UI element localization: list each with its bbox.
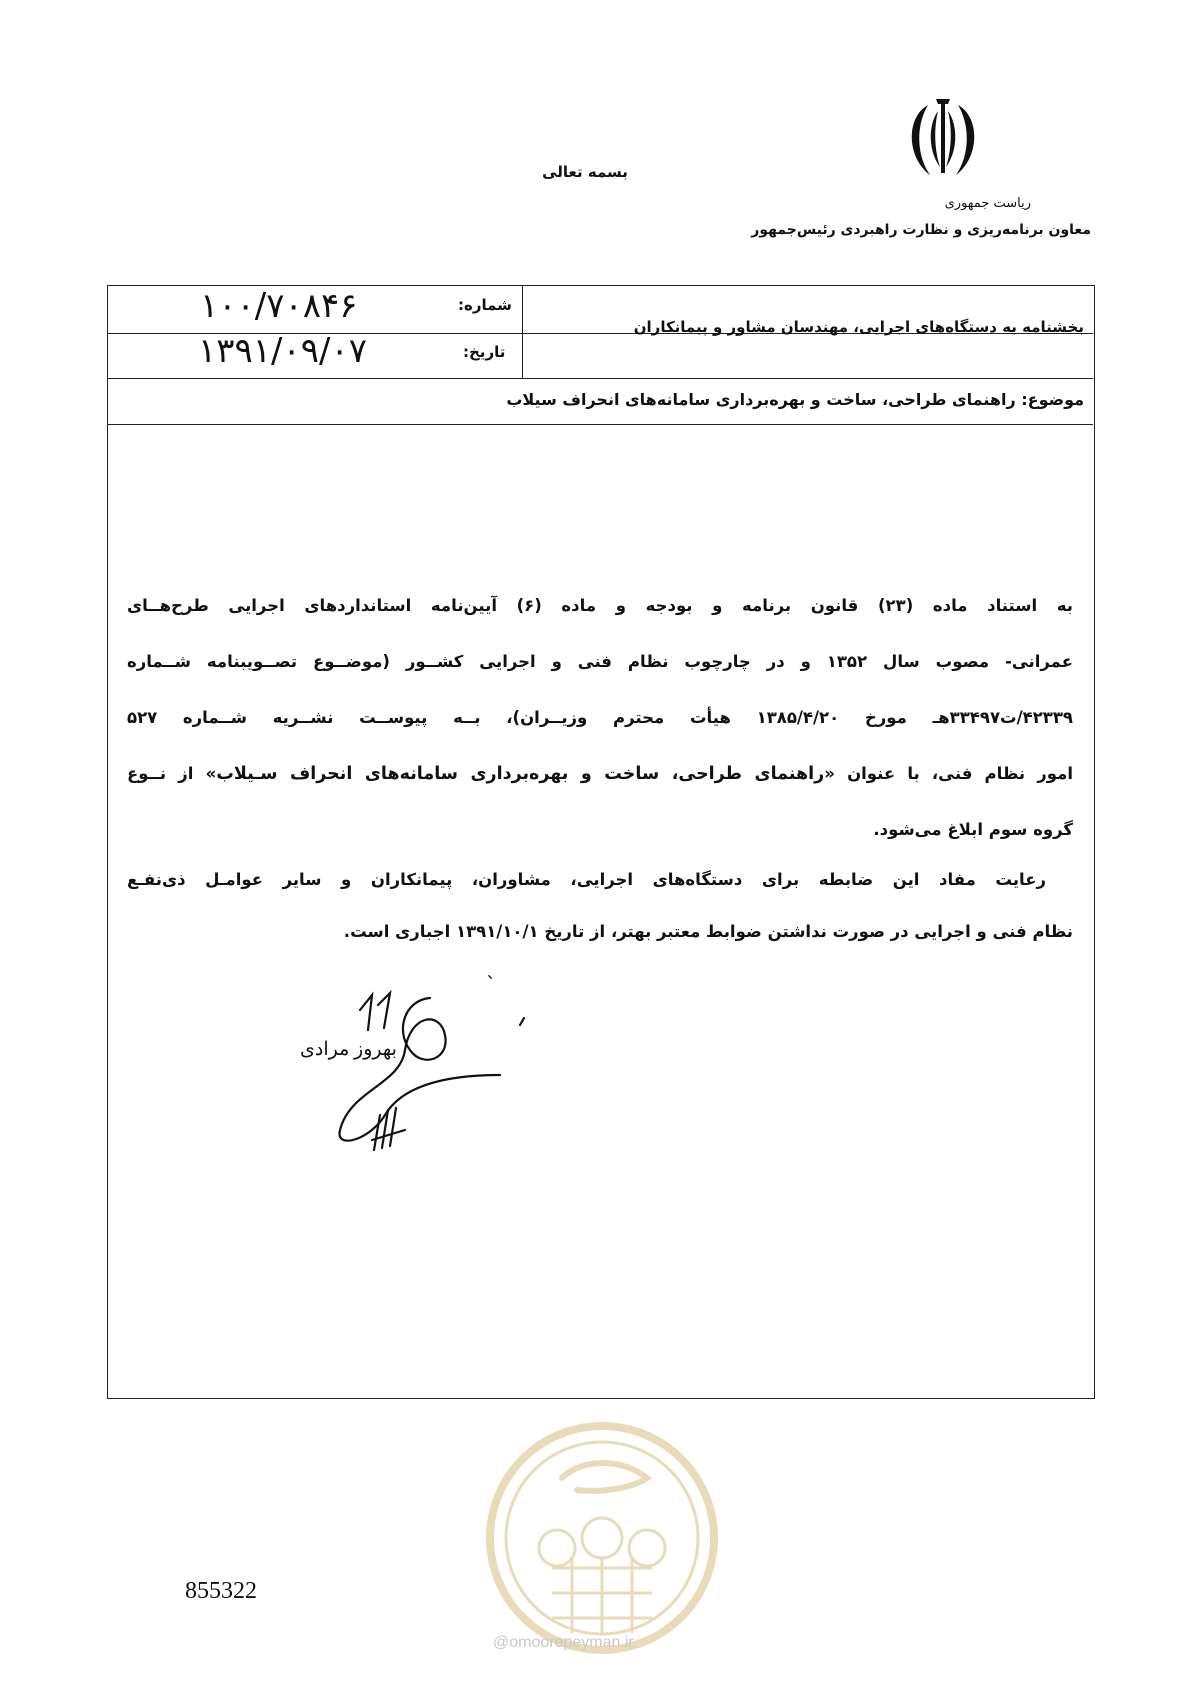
document-number: 855322 <box>185 1578 257 1604</box>
stray-mark: ˎ <box>486 955 496 979</box>
subject: موضوع: راهنمای طراحی، ساخت و بهره‌برداری سامانه‌های انحراف سیلاب <box>506 390 1084 409</box>
body-line: ۴۲۳۳۹/ت۳۳۴۹۷هـ مورخ ۱۳۸۵/۴/۲۰ هیأت محترم وزیــران)، بــه پیوســت نشــریه شــماره ۵۲۷ <box>127 708 1073 727</box>
body-line: رعایت مفاد این ضابطه برای دستگاه‌های اجرایی، مشاوران، پیمانکاران و سایر عوامـل ذی‌نفـع <box>127 870 1046 889</box>
number-label: شماره: <box>458 296 512 314</box>
body-line: عمرانی- مصوب سال ۱۳۵۲ و در چارچوب نظام فنی و اجرایی کشــور (موضــوع تصــویبنامه شــماره <box>127 652 1073 671</box>
divider <box>108 424 1093 425</box>
addressee: بخشنامه به دستگاه‌های اجرایی، مهندسان مشاور و پیمانکاران <box>633 318 1084 336</box>
org-presidency: ریاست جمهوری <box>944 196 1031 211</box>
body-line: گروه سوم ابلاغ می‌شود. <box>873 820 1073 839</box>
body-line: به استناد ماده (۲۳) قانون برنامه و بودجه و ماده (۶) آیین‌نامه استانداردهای اجرایی طرح‌هــای <box>127 596 1073 615</box>
date-label: تاریخ: <box>463 343 506 361</box>
body-line <box>127 746 1073 802</box>
body-text: امور نظام فنی، با عنوان « <box>824 764 1073 783</box>
body-text: » از نــوع <box>127 764 217 783</box>
divider <box>522 286 523 378</box>
org-vice-president: معاون برنامه‌ریزی و نظارت راهبردی رئیس‌جمهور <box>751 222 1091 238</box>
watermark-url <box>493 1634 634 1652</box>
watermark-url-text: omoorepeyman.ir <box>509 1634 634 1651</box>
signature-mark <box>310 990 530 1160</box>
publication-title: راهنمای طراحی، ساخت و بهره‌برداری سامانه‌های انحراف سـیلاب <box>216 764 825 784</box>
basmala: بسمه تعالی <box>542 163 628 181</box>
body-line: نظام فنی و اجرایی در صورت نداشتن ضوابط معتبر بهتر، از تاریخ ۱۳۹۱/۱۰/۱ اجباری است. <box>343 922 1073 941</box>
divider <box>108 378 1093 379</box>
signatory-name: بهروز مرادی <box>300 1039 397 1060</box>
at-icon: @ <box>493 1634 510 1651</box>
iran-emblem-icon <box>898 95 988 185</box>
date-value: ۱۳۹۱/۰۹/۰۷ <box>198 331 368 371</box>
number-value: ۱۰۰/۷۰۸۴۶ <box>200 286 358 326</box>
